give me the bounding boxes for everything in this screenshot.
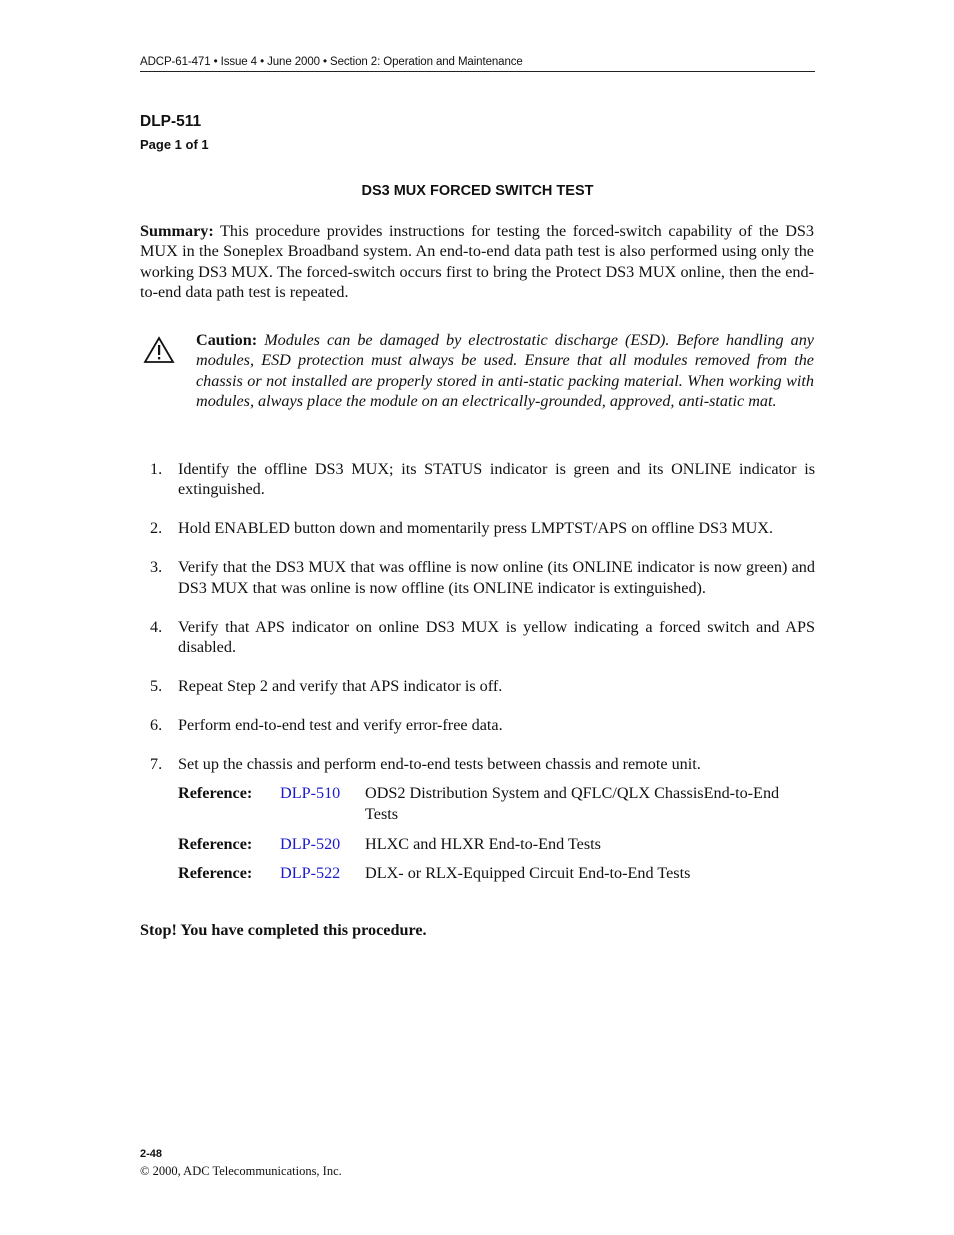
reference-link-dlp-520[interactable]: DLP-520 bbox=[280, 834, 341, 853]
procedure-id: DLP-511 bbox=[140, 113, 202, 130]
running-header: ADCP-61-471 • Issue 4 • June 2000 • Section 2: Operation and Maintenance bbox=[140, 56, 815, 72]
step-number: 2. bbox=[150, 519, 163, 538]
step-item bbox=[140, 518, 815, 538]
step-item bbox=[140, 715, 815, 735]
step-item bbox=[140, 557, 815, 598]
step-text: Perform end-to-end test and verify error-free data. bbox=[178, 716, 503, 735]
summary-label: Summary: bbox=[140, 222, 214, 240]
reference-label: Reference: bbox=[178, 864, 253, 883]
step-text: Hold ENABLED button down and momentarily press LMPTST/APS on offline DS3 MUX. bbox=[178, 519, 774, 538]
reference-list bbox=[140, 783, 815, 884]
step-number: 6. bbox=[150, 716, 163, 735]
step-text: Verify that the DS3 MUX that was offline is now online (its ONLINE indicator is now green) and DS3 MUX that was online is now offline (its ONLINE indicator is extinguished). bbox=[178, 558, 815, 597]
stop-notice: Stop! You have completed this procedure. bbox=[140, 921, 427, 939]
step-text: Set up the chassis and perform end-to-end tests between chassis and remote unit. bbox=[178, 755, 701, 774]
copyright-notice: © 2000, ADC Telecommunications, Inc. bbox=[140, 1164, 342, 1178]
reference-row bbox=[140, 863, 815, 883]
reference-link-dlp-510[interactable]: DLP-510 bbox=[280, 784, 341, 803]
caution-note bbox=[196, 330, 814, 412]
step-text: Repeat Step 2 and verify that APS indicator is off. bbox=[178, 677, 503, 696]
reference-description: HLXC and HLXR End-to-End Tests bbox=[365, 834, 601, 853]
procedure-steps bbox=[140, 459, 815, 893]
reference-link-dlp-522[interactable]: DLP-522 bbox=[280, 864, 341, 883]
step-number: 3. bbox=[150, 558, 163, 577]
page-number: 2-48 bbox=[140, 1148, 163, 1160]
reference-label: Reference: bbox=[178, 784, 253, 803]
step-text: Identify the offline DS3 MUX; its STATUS indicator is green and its ONLINE indicator is extinguished. bbox=[178, 460, 815, 499]
step-text: Verify that APS indicator on online DS3 MUX is yellow indicating a forced switch and APS disabled. bbox=[178, 617, 815, 657]
caution-text: Modules can be damaged by electrostatic discharge (ESD). Before handling any modules, ESD protection must always be used. Ensure that all modules removed from the chassis or not installed are properly stored in anti-static packing material. When working with modules, always place the module on an electrically-grounded, approved, anti-static mat. bbox=[196, 331, 814, 411]
page-count: Page 1 of 1 bbox=[140, 137, 209, 152]
page-title: DS3 MUX FORCED SWITCH TEST bbox=[361, 183, 594, 199]
summary-paragraph bbox=[140, 221, 814, 303]
step-item bbox=[140, 676, 815, 696]
step-number: 1. bbox=[150, 460, 163, 478]
summary-text: This procedure provides instructions for testing the forced-switch capability of the DS3 MUX in the Soneplex Broadband system. An end-to-end data path test is also performed using only the working DS3 MUX. The forced-switch occurs first to bring the Protect DS3 MUX online, then the end-to-end data path test is repeated. bbox=[140, 222, 814, 302]
caution-label: Caution: bbox=[196, 331, 258, 349]
reference-description: ODS2 Distribution System and QFLC/QLX ChassisEnd-to-End Tests bbox=[365, 784, 780, 823]
reference-row bbox=[140, 834, 815, 854]
step-item bbox=[140, 459, 815, 500]
step-number: 7. bbox=[150, 755, 163, 774]
step-number: 4. bbox=[150, 617, 163, 636]
reference-description: DLX- or RLX-Equipped Circuit End-to-End Tests bbox=[365, 864, 691, 883]
warning-triangle-icon bbox=[143, 336, 175, 364]
reference-row bbox=[140, 783, 815, 824]
step-item bbox=[140, 754, 815, 774]
step-number: 5. bbox=[150, 677, 163, 696]
reference-label: Reference: bbox=[178, 834, 253, 853]
step-item bbox=[140, 617, 815, 658]
